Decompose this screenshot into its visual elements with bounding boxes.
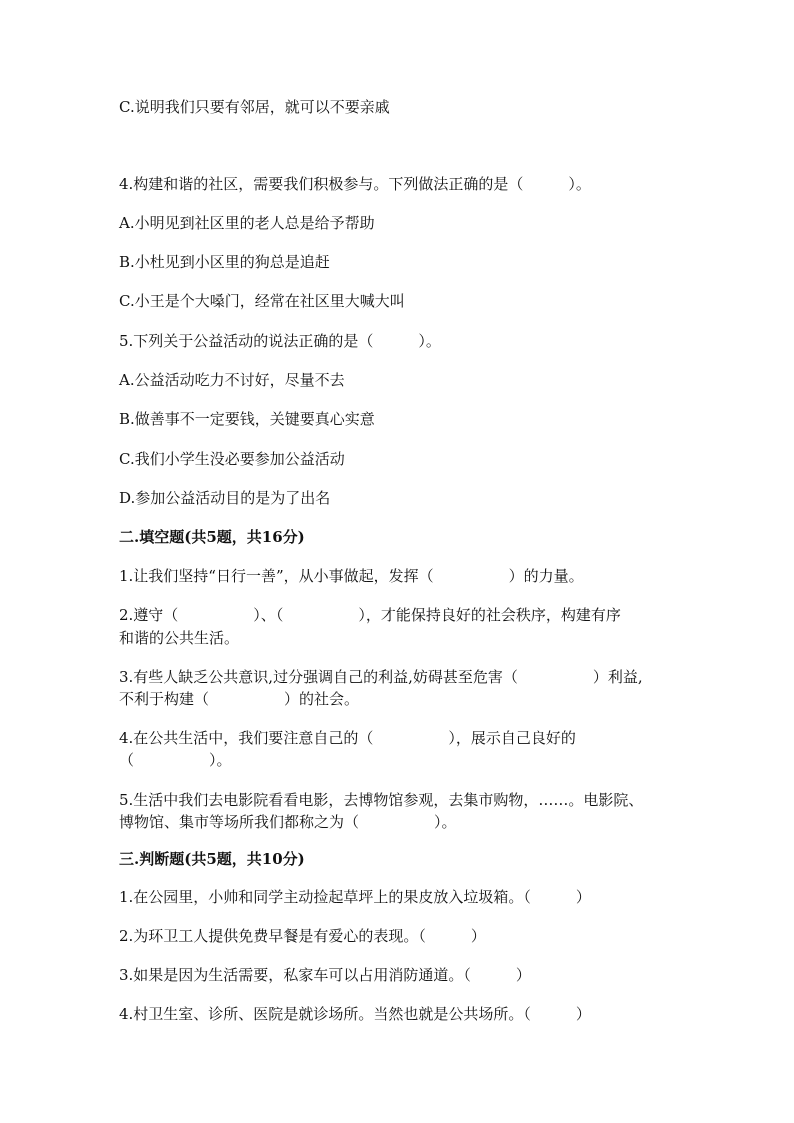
judge-q1: 1.在公园里，小帅和同学主动捡起草坪上的果皮放入垃圾箱。（ ）	[119, 888, 591, 906]
fill-q2-line2: 和谐的公共生活。	[119, 629, 240, 647]
q4-option-a: A.小明见到社区里的老人总是给予帮助	[119, 214, 375, 232]
q4-option-b: B.小杜见到小区里的狗总是追赶	[119, 253, 330, 271]
judge-q2: 2.为环卫工人提供免费早餐是有爱心的表现。（ ）	[119, 927, 486, 945]
q5-option-b: B.做善事不一定要钱，关键要真心实意	[119, 410, 375, 428]
judge-q4: 4.村卫生室、诊所、医院是就诊场所。当然也就是公共场所。（ ）	[119, 1005, 591, 1023]
q5-option-a: A.公益活动吃力不讨好，尽量不去	[119, 371, 345, 389]
fill-q4-line1: 4.在公共生活中，我们要注意自己的（ ），展示自己良好的	[119, 729, 576, 747]
q5-option-c: C.我们小学生没必要参加公益活动	[119, 450, 345, 468]
judge-q3: 3.如果是因为生活需要，私家车可以占用消防通道。（ ）	[119, 966, 531, 984]
q5-stem: 5.下列关于公益活动的说法正确的是（ ）。	[119, 332, 441, 350]
fill-q5-line2: 博物馆、集市等场所我们都称之为（ ）。	[119, 813, 457, 831]
fill-q5-line1: 5.生活中我们去电影院看看电影，去博物馆参观，去集市购物，……。电影院、	[119, 791, 644, 809]
section2-title: 二.填空题(共5题，共16分)	[119, 528, 305, 546]
q5-option-d: D.参加公益活动目的是为了出名	[119, 489, 331, 507]
fill-q2-line1: 2.遵守（ ）、（ ），才能保持良好的社会秩序，构建有序	[119, 606, 621, 624]
q4-option-c: C.小王是个大嗓门，经常在社区里大喊大叫	[119, 292, 405, 310]
fill-q4-line2: （ ）。	[119, 751, 232, 769]
fill-q3-line2: 不利于构建（ ）的社会。	[119, 690, 360, 708]
q3-option-c: C.说明我们只要有邻居，就可以不要亲戚	[119, 98, 390, 116]
fill-q3-line1: 3.有些人缺乏公共意识,过分强调自己的利益,妨碍甚至危害（ ）利益,	[119, 668, 643, 686]
q4-stem: 4.构建和谐的社区，需要我们积极参与。下列做法正确的是（ ）。	[119, 175, 591, 193]
fill-q1-line1: 1.让我们坚持“日行一善”，从小事做起，发挥（ ）的力量。	[119, 567, 584, 585]
section3-title: 三.判断题(共5题，共10分)	[119, 850, 305, 868]
